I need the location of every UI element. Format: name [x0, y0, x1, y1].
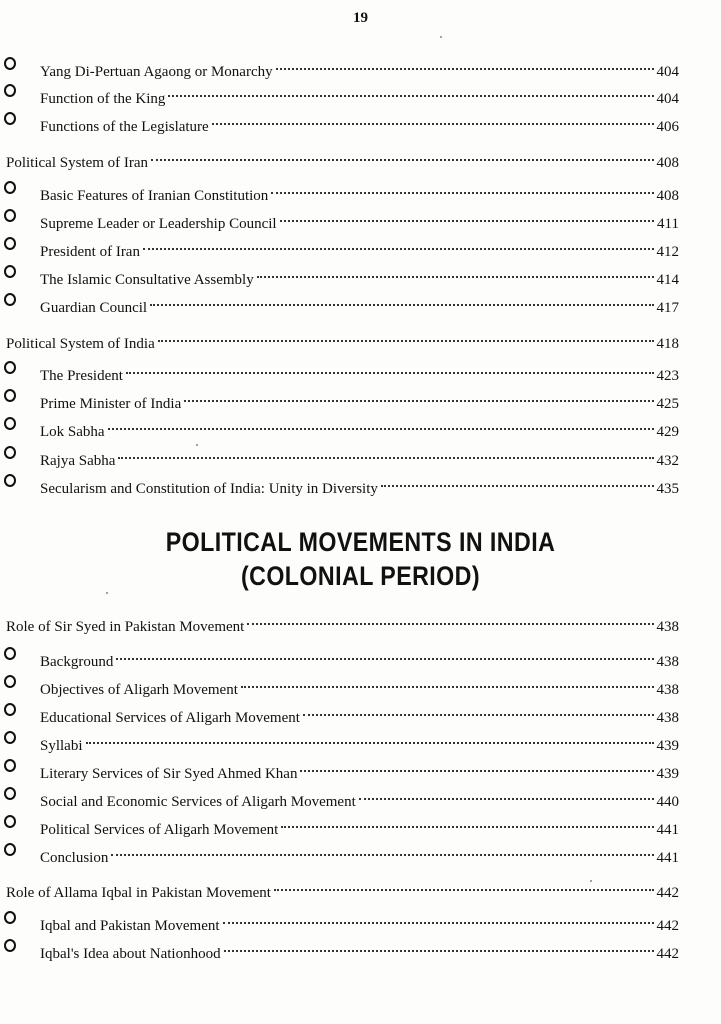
toc-entry-page: 438 [656, 682, 679, 698]
dot-leader [111, 832, 653, 856]
toc-entry [0, 906, 721, 934]
toc-entry-title: Political Services of Aligarh Movement [40, 822, 279, 838]
toc-entry-title: Role of Sir Syed in Pakistan Movement [6, 619, 245, 635]
toc-entry-line [40, 934, 679, 965]
toc-entry [0, 469, 721, 497]
toc-section-entry [0, 607, 721, 635]
toc-section-entry [0, 143, 721, 171]
toc-entry-page: 408 [656, 155, 679, 171]
toc-entry-title: Syllabi [40, 738, 83, 754]
circle-bullet-icon [4, 642, 17, 664]
toc-entry [0, 79, 721, 107]
toc-entry-page: 408 [656, 188, 679, 204]
toc-entry-title: President of Iran [40, 244, 140, 260]
dot-leader [280, 198, 654, 222]
circle-bullet-icon [4, 670, 17, 692]
circle-bullet-icon [4, 107, 17, 129]
toc-entry-line [40, 107, 679, 138]
toc-entry-title: Role of Allama Iqbal in Pakistan Movement [6, 885, 271, 901]
toc-entry-line [6, 607, 679, 638]
toc-section-entry [0, 324, 721, 352]
circle-bullet-icon [4, 204, 17, 226]
toc-entry-page: 432 [656, 453, 679, 469]
page-number: 19 [353, 10, 368, 26]
toc-entry-page: 425 [656, 396, 679, 412]
scan-speck [440, 36, 442, 38]
dot-leader [257, 254, 654, 278]
toc-entry [0, 232, 721, 260]
toc-entry-page: 435 [656, 481, 679, 497]
dot-leader [184, 378, 653, 402]
circle-bullet-icon [4, 726, 17, 748]
toc-entry-page: 411 [657, 216, 679, 232]
toc-entry [0, 934, 721, 962]
toc-entry-title: Functions of the Legislature [40, 119, 209, 135]
toc-entry [0, 754, 721, 782]
toc-entry [0, 726, 721, 754]
toc-entry-page: 417 [656, 300, 679, 316]
circle-bullet-icon [4, 838, 17, 860]
circle-bullet-icon [4, 412, 17, 434]
toc-entry-title: Conclusion [40, 850, 109, 866]
toc-entry [0, 260, 721, 288]
circle-bullet-icon [4, 288, 17, 310]
toc-entry-page: 414 [656, 272, 679, 288]
circle-bullet-icon [4, 469, 17, 491]
dot-leader [223, 900, 654, 924]
toc-entry-title: Prime Minister of India [40, 396, 182, 412]
toc-entry-title: Literary Services of Sir Syed Ahmed Khan [40, 766, 298, 782]
toc-entry [0, 356, 721, 384]
dot-leader [150, 282, 653, 306]
dot-leader [303, 692, 654, 716]
dot-leader [247, 601, 653, 625]
toc-entry-title: Yang Di-Pertuan Agaong or Monarchy [40, 64, 273, 80]
dot-leader [118, 435, 653, 459]
circle-bullet-icon [4, 356, 17, 378]
dot-leader [151, 137, 653, 161]
toc-entry-title: Supreme Leader or Leadership Council [40, 216, 277, 232]
circle-bullet-icon [4, 934, 17, 956]
toc-entry-page: 423 [656, 368, 679, 384]
dot-leader [381, 463, 654, 487]
toc-entry-page: 442 [656, 885, 679, 901]
toc-entry-title: Political System of India [6, 336, 155, 352]
dot-leader [276, 46, 654, 70]
toc-entry-page: 440 [656, 794, 679, 810]
scan-speck [590, 880, 592, 882]
dot-leader [274, 867, 654, 891]
toc-entry-title: Social and Economic Services of Aligarh Movement [40, 794, 356, 810]
scan-speck [196, 444, 198, 446]
toc-entry-page: 418 [656, 336, 679, 352]
toc-entry-page: 441 [656, 822, 679, 838]
toc-entry-title: Iqbal's Idea about Nationhood [40, 946, 221, 962]
dot-leader [359, 776, 654, 800]
dot-leader [271, 170, 653, 194]
toc-entry-page: 438 [656, 654, 679, 670]
toc-entry [0, 642, 721, 670]
dot-leader [212, 101, 654, 125]
circle-bullet-icon [4, 782, 17, 804]
toc-entry-page: 404 [656, 64, 679, 80]
toc-entry-page: 441 [656, 850, 679, 866]
dot-leader [241, 664, 654, 688]
toc-entry [0, 698, 721, 726]
dot-leader [158, 318, 654, 342]
dot-leader [126, 350, 654, 374]
toc-entry [0, 204, 721, 232]
circle-bullet-icon [4, 698, 17, 720]
toc-entry [0, 384, 721, 412]
toc-entry-page: 439 [656, 766, 679, 782]
toc-entry-title: The Islamic Consultative Assembly [40, 272, 254, 288]
dot-leader [224, 928, 654, 952]
toc-section-entry [0, 873, 721, 901]
toc-entry-page: 429 [656, 424, 679, 440]
toc-entry [0, 670, 721, 698]
section-heading-line-1: POLITICAL MOVEMENTS IN INDIA [165, 527, 556, 557]
toc-entry-page: 404 [656, 91, 679, 107]
circle-bullet-icon [4, 176, 17, 198]
toc-entry-page: 438 [656, 710, 679, 726]
toc-entry [0, 288, 721, 316]
toc-entry [0, 412, 721, 440]
toc-entry-line [40, 838, 679, 869]
dot-leader [143, 226, 654, 250]
circle-bullet-icon [4, 260, 17, 282]
toc-entry-page: 439 [656, 738, 679, 754]
dot-leader [116, 636, 653, 660]
toc-entry-page: 442 [656, 946, 679, 962]
toc-entry-page: 438 [656, 619, 679, 635]
dot-leader [86, 720, 654, 744]
toc-entry-line [40, 469, 679, 500]
toc-entry-page: 442 [656, 918, 679, 934]
scan-speck [106, 592, 108, 594]
toc-entry-title: Rajya Sabha [40, 453, 116, 469]
toc-entry-title: Guardian Council [40, 300, 148, 316]
toc-entry-title: Iqbal and Pakistan Movement [40, 918, 220, 934]
toc-entry-title: Educational Services of Aligarh Movement [40, 710, 300, 726]
dot-leader [300, 748, 653, 772]
toc-entry-title: Political System of Iran [6, 155, 149, 171]
toc-entry [0, 52, 721, 80]
toc-entry-page: 406 [656, 119, 679, 135]
toc-entry [0, 176, 721, 204]
circle-bullet-icon [4, 810, 17, 832]
dot-leader [168, 73, 653, 97]
toc-entry-title: Background [40, 654, 114, 670]
toc-entry-title: Lok Sabha [40, 424, 105, 440]
toc-entry [0, 810, 721, 838]
circle-bullet-icon [4, 754, 17, 776]
toc-entry [0, 107, 721, 135]
toc-entry-title: Secularism and Constitution of India: Unity in Diversity [40, 481, 378, 497]
circle-bullet-icon [4, 906, 17, 928]
circle-bullet-icon [4, 52, 17, 74]
circle-bullet-icon [4, 79, 17, 101]
toc-entry [0, 838, 721, 866]
circle-bullet-icon [4, 384, 17, 406]
toc-entry [0, 441, 721, 469]
toc-entry-title: Function of the King [40, 91, 166, 107]
toc-entry-title: The President [40, 368, 123, 384]
circle-bullet-icon [4, 232, 17, 254]
toc-entry-line [40, 288, 679, 319]
dot-leader [108, 406, 654, 430]
dot-leader [281, 804, 653, 828]
toc-entry [0, 782, 721, 810]
toc-entry-page: 412 [656, 244, 679, 260]
section-heading-line-2: (COLONIAL PERIOD) [240, 561, 481, 591]
circle-bullet-icon [4, 441, 17, 463]
toc-entry-title: Objectives of Aligarh Movement [40, 682, 238, 698]
toc-entry-title: Basic Features of Iranian Constitution [40, 188, 269, 204]
